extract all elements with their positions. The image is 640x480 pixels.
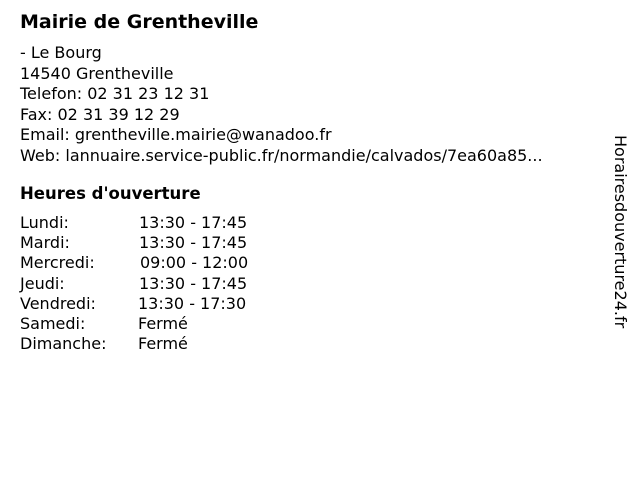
phone-label: Telefon: — [20, 84, 83, 103]
day-label: Dimanche: — [20, 334, 107, 354]
address-street: - Le Bourg — [20, 43, 102, 62]
day-label: Vendredi: — [20, 293, 96, 313]
phone-line — [20, 84, 543, 105]
email-line — [20, 125, 543, 146]
contact-block — [20, 43, 543, 166]
hours-heading: Heures d'ouverture — [20, 184, 201, 203]
day-label: Mercredi: — [20, 253, 95, 273]
fax-value: 02 31 39 12 29 — [57, 104, 180, 124]
page-title: Mairie de Grentheville — [20, 11, 259, 33]
email-label: Email: — [20, 125, 70, 144]
time-value: 13:30 - 17:30 — [138, 293, 247, 313]
time-value: 13:30 - 17:45 — [139, 273, 248, 293]
phone-value[interactable]: 02 31 23 12 31 — [87, 84, 210, 103]
day-label: Mardi: — [20, 233, 70, 253]
site-watermark: Horairesdouverture24.fr — [611, 135, 630, 329]
day-label: Samedi: — [20, 313, 86, 333]
web-line — [20, 146, 543, 167]
address-city: 14540 Grentheville — [20, 63, 174, 83]
fax-label: Fax: — [20, 104, 53, 124]
fax-line — [20, 105, 543, 126]
web-link[interactable]: lannuaire.service-public.fr/normandie/calvados/7ea60a85... — [65, 145, 543, 165]
time-value: Fermé — [138, 313, 188, 333]
day-label: Lundi: — [20, 213, 69, 232]
time-value: 09:00 - 12:00 — [140, 253, 249, 273]
time-value: 13:30 - 17:45 — [139, 213, 248, 232]
web-label: Web: — [20, 145, 61, 165]
email-value[interactable]: grentheville.mairie@wanadoo.fr — [74, 125, 332, 144]
time-value: 13:30 - 17:45 — [139, 233, 248, 253]
day-label: Jeudi: — [20, 273, 65, 293]
time-value: Fermé — [138, 334, 188, 354]
